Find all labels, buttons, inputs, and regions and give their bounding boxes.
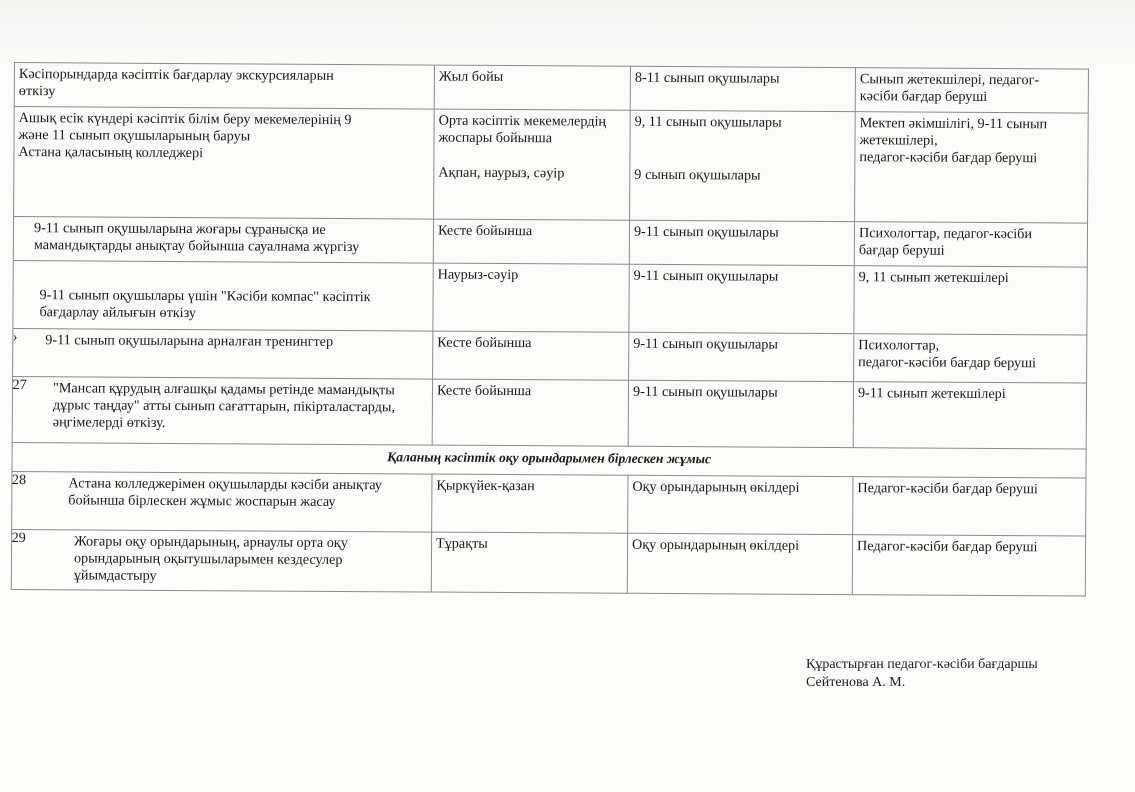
table-row (14, 63, 1088, 114)
responsible-cell (854, 334, 1087, 383)
signature-block (806, 656, 1038, 692)
row-number: 29 (11, 529, 26, 547)
activity-cell (11, 529, 431, 592)
timing-cell (433, 331, 629, 380)
participants-cell (629, 332, 854, 381)
activity-text: 9-11 сынып оқушыларына жоғары сұранысқа ие мамандықтарды анықтау бойынша сауалнама жүргізу (33, 220, 360, 255)
responsible-text: Психологтар, педагог-кәсіби бағдар беруші (858, 337, 1037, 371)
signature-name: Сейтенова А. М. (806, 674, 906, 690)
participants-cell (628, 380, 853, 447)
timing-text: Кесте бойынша (436, 382, 532, 400)
participants-cell (630, 110, 856, 221)
table-row (13, 328, 1087, 383)
responsible-cell (855, 68, 1088, 113)
responsible-cell (852, 535, 1085, 596)
responsible-text: 9, 11 сынып жетекшілері (858, 269, 1009, 287)
timing-text: Кесте бойынша (437, 222, 533, 240)
participants-text: Оқу орындарының өкілдері (632, 478, 800, 496)
participants-text: 9, 11 сынып оқушылары (634, 113, 782, 131)
timing-cell (432, 474, 628, 533)
activity-plan-table (11, 62, 1089, 597)
activity-text: Астана колледжерімен оқушыларды кәсіби анықтау бойынша бірлескен жұмыс жоспарын жасау (68, 475, 382, 510)
timing-text: Тұрақты (436, 535, 488, 552)
participants-cell (629, 220, 854, 265)
responsible-cell (853, 382, 1086, 449)
timing-text: Кесте бойынша (437, 334, 532, 352)
timing-cell (434, 109, 631, 220)
timing-cell (432, 379, 628, 446)
table-row (13, 260, 1087, 335)
table-row (13, 217, 1087, 268)
timing-cell (433, 263, 629, 332)
row-number: › (12, 328, 18, 346)
participants-text: 9-11 сынып оқушылары (633, 335, 779, 353)
table-row (11, 529, 1085, 596)
participants-cell (628, 475, 853, 534)
activity-cell (12, 471, 432, 532)
responsible-cell (853, 477, 1086, 536)
activity-text: Кәсіпорындарда кәсіптік бағдарлау экскурсияларын өткізу (18, 66, 334, 100)
responsible-text: Педагог-кәсіби бағдар беруші (857, 480, 1038, 498)
participants-text: Оқу орындарының өкілдері (632, 536, 800, 554)
timing-text-secondary: Ақпан, наурыз, сәуір (438, 164, 565, 181)
participants-cell (627, 533, 852, 594)
table-row (14, 107, 1089, 224)
activity-cell (12, 376, 432, 445)
responsible-cell (855, 112, 1089, 223)
participants-cell (629, 264, 854, 333)
timing-cell (433, 219, 629, 264)
section-title: Қаланың кәсіптік оқу орындарымен бірлескен жұмыс (12, 442, 1086, 478)
responsible-text: 9-11 сынып жетекшілері (857, 385, 1006, 403)
activity-text: 9-11 сынып оқушыларына арналған тренингтер (45, 332, 334, 350)
activity-text: "Мансап құрудың алғашқы қадамы ретінде мамандықты дұрыс таңдау" атты сынып сағаттарын, пікірталастарды, әңгімелерді өткізу. (52, 380, 396, 431)
table-row (12, 471, 1086, 536)
row-number: 28 (11, 471, 27, 489)
timing-cell (434, 65, 630, 110)
participants-text: 9-11 сынып оқушылары (632, 383, 778, 401)
timing-text: Орта кәсіптік мекемелердің жоспары бойынша (438, 112, 607, 147)
timing-text: Наурыз-сәуір (437, 266, 519, 284)
timing-cell (431, 532, 627, 593)
timing-text: Қыркүйек-қазан (436, 477, 535, 495)
responsible-text: Педагог-кәсіби бағдар беруші (857, 538, 1038, 556)
activity-text: Жоғары оқу орындарының, арнаулы орта оқу орындарының оқытушыларымен кездесулер ұйымдастыру (73, 533, 348, 584)
activity-cell (14, 63, 434, 110)
activity-cell (13, 217, 433, 264)
activity-cell (14, 107, 435, 220)
activity-text: Ашық есік күндері кәсіптік білім беру мекемелерінің 9 және 11 сынып оқушыларының баруы Астана қаласының колледжері (18, 110, 352, 161)
table-row (12, 376, 1086, 449)
participants-text: 9-11 сынып оқушылары (633, 223, 779, 241)
responsible-cell (854, 266, 1087, 335)
responsible-cell (854, 222, 1087, 267)
timing-text: Жыл бойы (438, 68, 504, 85)
activity-cell (13, 328, 433, 379)
activity-cell (13, 260, 433, 331)
activity-text: 9-11 сынып оқушылары үшін "Кәсіби компас" кәсіптік бағдарлау айлығын өткізу (39, 287, 371, 321)
responsible-text: Сынып жетекшілері, педагог- кәсіби бағдар беруші (859, 71, 1040, 105)
participants-text: 9-11 сынып оқушылары (633, 267, 779, 285)
signature-role: Құрастырған педагог-кәсіби бағдаршы (806, 657, 1038, 672)
responsible-text: Психологтар, педагог-кәсіби бағдар беруші (858, 225, 1033, 259)
row-number: 27 (12, 376, 27, 394)
participants-text-secondary: 9 сынып оқушылары (634, 166, 761, 184)
participants-cell (630, 66, 855, 111)
responsible-text: Мектеп әкімшілігі, 9-11 сынып жетекшілері, педагог-кәсіби бағдар беруші (859, 115, 1048, 166)
participants-text: 8-11 сынып оқушылары (634, 69, 780, 87)
